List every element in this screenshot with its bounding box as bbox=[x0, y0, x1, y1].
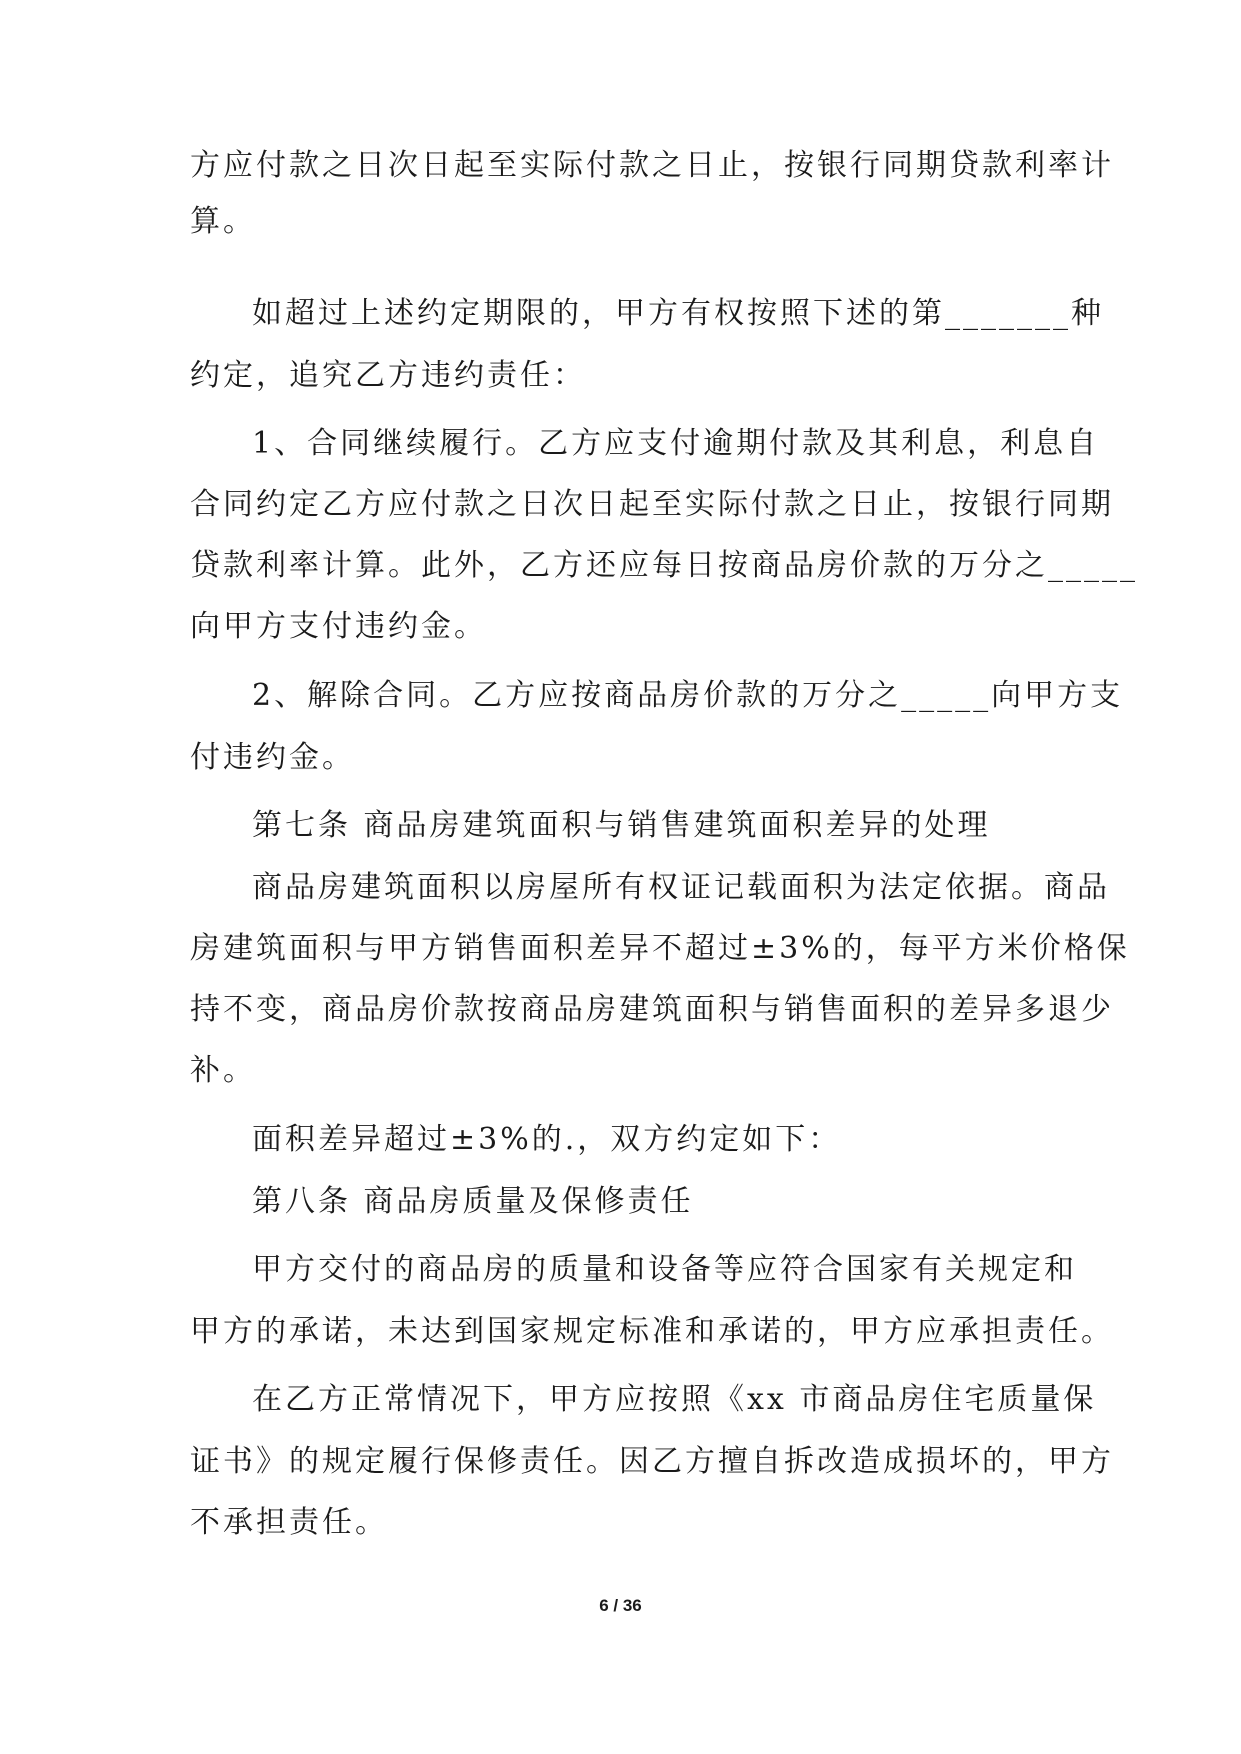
text-line: 面积差异超过±3%的.，双方约定如下： bbox=[252, 1122, 842, 1157]
text-line: 合同约定乙方应付款之日次日起至实际付款之日止，按银行同期 bbox=[190, 487, 1114, 522]
text-line: 2、解除合同。乙方应按商品房价款的万分之_____向甲方支 bbox=[252, 678, 1124, 713]
text-line: 付违约金。 bbox=[190, 740, 355, 775]
text-line: 在乙方正常情况下，甲方应按照《xx 市商品房住宅质量保 bbox=[252, 1382, 1097, 1417]
text-line: 不承担责任。 bbox=[190, 1505, 388, 1540]
text-line: 房建筑面积与甲方销售面积差异不超过±3%的，每平方米价格保 bbox=[190, 931, 1130, 966]
text-line: 持不变，商品房价款按商品房建筑面积与销售面积的差异多退少 bbox=[190, 992, 1114, 1027]
text-line: 甲方交付的商品房的质量和设备等应符合国家有关规定和 bbox=[252, 1252, 1077, 1287]
text-line: 约定，追究乙方违约责任： bbox=[190, 358, 586, 393]
text-line: 算。 bbox=[190, 204, 256, 239]
text-line: 甲方的承诺，未达到国家规定标准和承诺的，甲方应承担责任。 bbox=[190, 1314, 1114, 1349]
text-line: 1、合同继续履行。乙方应支付逾期付款及其利息，利息自 bbox=[252, 426, 1100, 461]
section-heading: 第七条 商品房建筑面积与销售建筑面积差异的处理 bbox=[252, 808, 991, 843]
text-line: 向甲方支付违约金。 bbox=[190, 609, 487, 644]
page-number: 6 / 36 bbox=[599, 1596, 642, 1615]
text-line: 贷款利率计算。此外，乙方还应每日按商品房价款的万分之_____ bbox=[190, 548, 1138, 583]
text-line: 商品房建筑面积以房屋所有权证记载面积为法定依据。商品 bbox=[252, 870, 1110, 905]
text-line: 方应付款之日次日起至实际付款之日止，按银行同期贷款利率计 bbox=[190, 148, 1114, 183]
text-line: 如超过上述约定期限的，甲方有权按照下述的第_______种 bbox=[252, 296, 1104, 331]
text-line: 补。 bbox=[190, 1053, 256, 1088]
section-heading: 第八条 商品房质量及保修责任 bbox=[252, 1184, 694, 1219]
text-line: 证书》的规定履行保修责任。因乙方擅自拆改造成损坏的，甲方 bbox=[190, 1444, 1114, 1479]
